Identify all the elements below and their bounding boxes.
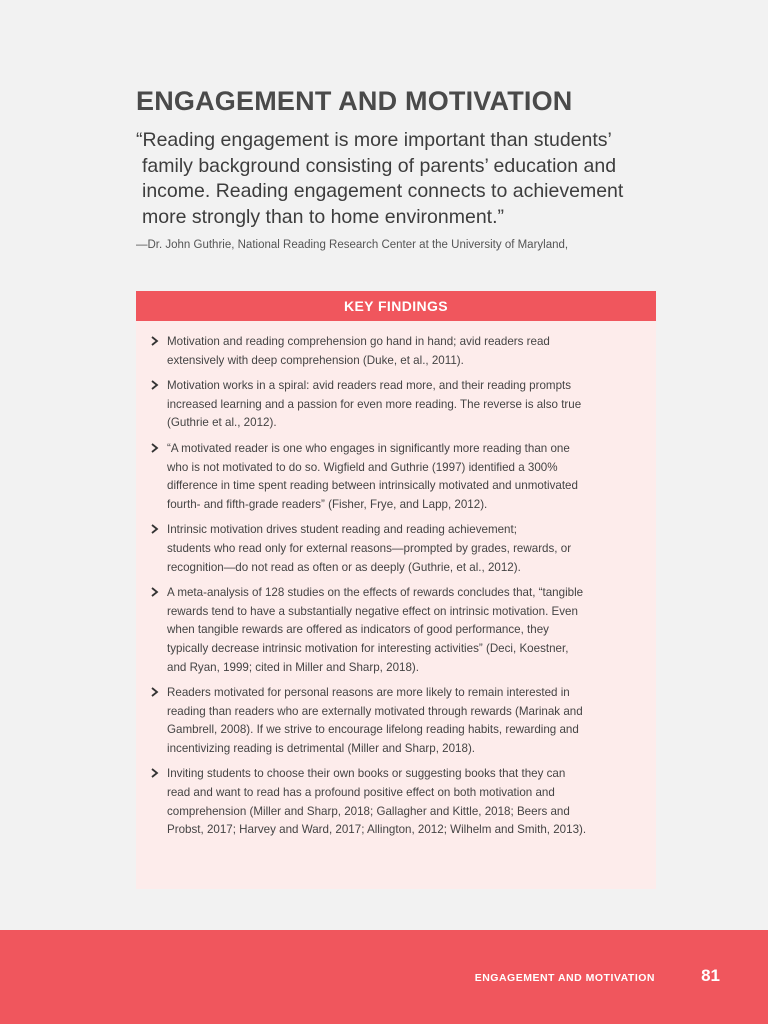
key-findings-header: KEY FINDINGS xyxy=(136,291,656,321)
finding-text-line: comprehension (Miller and Sharp, 2018; Gallagher and Kittle, 2018; Beers and xyxy=(167,804,570,818)
quote-line: “Reading engagement is more important than students’ xyxy=(136,129,612,151)
finding-text-line: Motivation works in a spiral: avid readers read more, and their reading prompts xyxy=(167,379,572,393)
finding-text-line: (Guthrie et al., 2012). xyxy=(167,416,277,430)
finding-text-line: students who read only for external reasons—prompted by grades, rewards, or xyxy=(167,541,572,555)
finding-text-line: and Ryan, 1999; cited in Miller and Sharp, 2018). xyxy=(167,660,419,674)
finding-text-line: “A motivated reader is one who engages in significantly more reading than one xyxy=(167,441,570,455)
page-number: 81 xyxy=(701,966,720,985)
key-findings-list xyxy=(136,321,656,840)
finding-text-line: Readers motivated for personal reasons are more likely to remain interested in xyxy=(167,686,570,700)
chevron-right-icon xyxy=(151,524,159,534)
finding-item xyxy=(150,684,638,758)
finding-text-line: rewards tend to have a substantially negative effect on intrinsic motivation. Even xyxy=(167,604,578,618)
page-title: ENGAGEMENT AND MOTIVATION xyxy=(136,86,573,116)
finding-item xyxy=(150,765,638,839)
finding-item xyxy=(150,377,638,433)
finding-text-line: extensively with deep comprehension (Duke, et al., 2011). xyxy=(167,353,464,367)
chevron-right-icon xyxy=(151,768,159,778)
page-footer xyxy=(0,930,768,1024)
finding-text-line: reading than readers who are externally motivated through rewards (Marinak and xyxy=(167,704,583,718)
finding-text-line: who is not motivated to do so. Wigfield and Guthrie (1997) identified a 300% xyxy=(167,460,558,474)
chevron-right-icon xyxy=(151,587,159,597)
quote-line: income. Reading engagement connects to achievement xyxy=(142,180,624,202)
finding-text-line: difference in time spent reading between intrinsically motivated and unmotivated xyxy=(167,479,578,493)
finding-text-line: Intrinsic motivation drives student reading and reading achievement; xyxy=(167,523,517,537)
finding-text-line: increased learning and a passion for even more reading. The reverse is also true xyxy=(167,397,582,411)
chevron-right-icon xyxy=(151,336,159,346)
quote-line: family background consisting of parents’ education and xyxy=(142,154,617,177)
chevron-right-icon xyxy=(151,380,159,390)
finding-text-line: read and want to read has a profound positive effect on both motivation and xyxy=(167,786,555,800)
chevron-right-icon xyxy=(151,443,159,453)
pull-quote xyxy=(136,128,656,230)
key-findings-box xyxy=(136,291,656,889)
quote-attribution: —Dr. John Guthrie, National Reading Research Center at the University of Maryland, xyxy=(136,239,569,251)
finding-text-line: Gambrell, 2008). If we strive to encourage lifelong reading habits, rewarding and xyxy=(167,723,579,737)
finding-item xyxy=(150,584,638,677)
finding-text-line: typically decrease intrinsic motivation for interesting activities” (Deci, Koestner, xyxy=(167,641,569,655)
finding-text-line: A meta-analysis of 128 studies on the effects of rewards concludes that, “tangible xyxy=(167,586,584,600)
quote-line: more strongly than to home environment.” xyxy=(142,205,505,228)
finding-text-line: recognition—do not read as often or as deeply (Guthrie, et al., 2012). xyxy=(167,560,521,574)
finding-text-line: Probst, 2017; Harvey and Ward, 2017; Allington, 2012; Wilhelm and Smith, 2013). xyxy=(167,823,587,837)
finding-text-line: Inviting students to choose their own books or suggesting books that they can xyxy=(167,767,566,781)
footer-section-title: ENGAGEMENT AND MOTIVATION xyxy=(474,972,655,984)
finding-text-line: Motivation and reading comprehension go hand in hand; avid readers read xyxy=(167,335,550,348)
finding-item xyxy=(150,521,638,577)
finding-item xyxy=(150,440,638,514)
finding-text-line: incentivizing reading is detrimental (Miller and Sharp, 2018). xyxy=(167,741,476,755)
finding-text-line: fourth- and fifth-grade readers” (Fisher, Frye, and Lapp, 2012). xyxy=(167,497,488,511)
chevron-right-icon xyxy=(151,687,159,697)
finding-text-line: when tangible rewards are offered as indicators of good performance, they xyxy=(167,623,549,637)
finding-item xyxy=(150,333,638,370)
